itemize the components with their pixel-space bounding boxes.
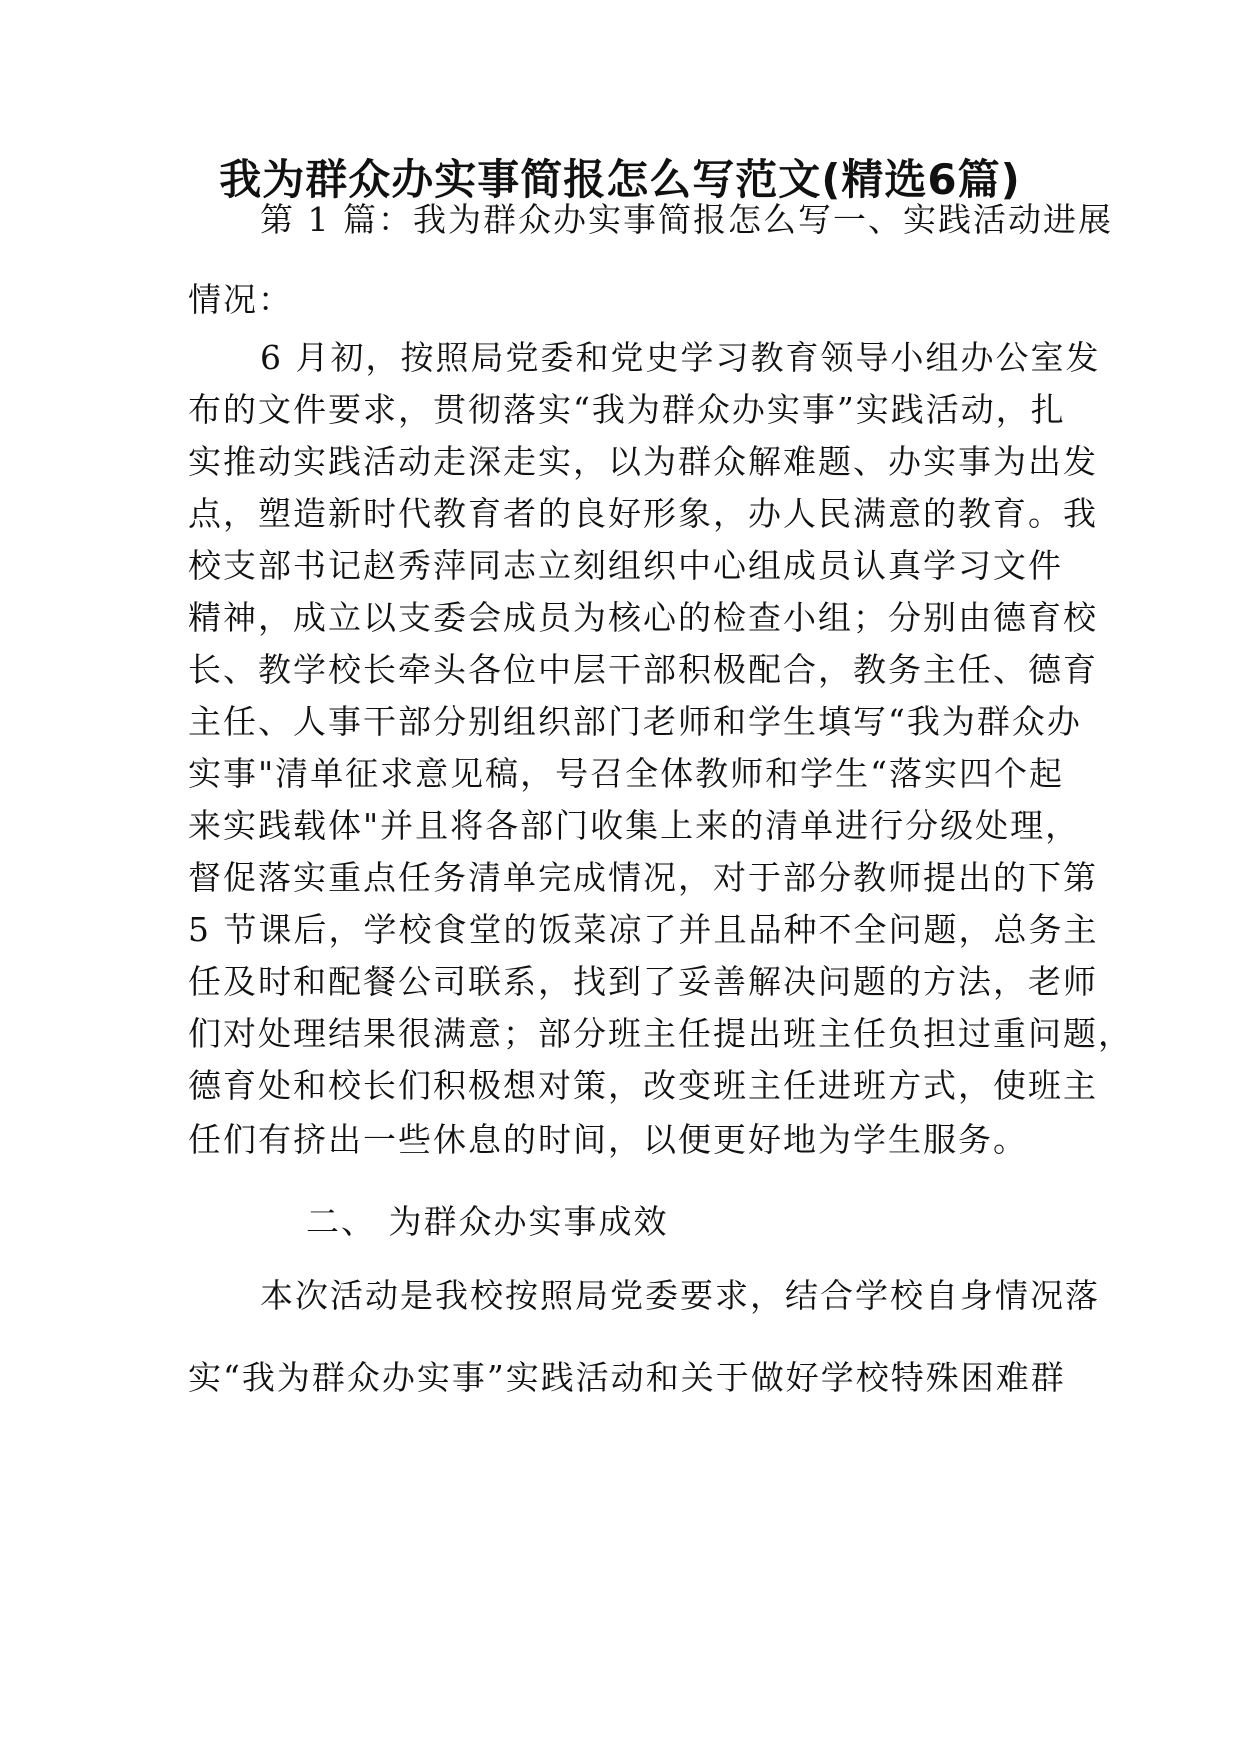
text-line: 实推动实践活动走深走实，以为群众解难题、办实事为出发 xyxy=(188,442,1098,481)
text-line: 来实践载体"并且将各部门收集上来的清单进行分级处理， xyxy=(188,806,1081,845)
text-line: 实事"清单征求意见稿，号召全体教师和学生“落实四个起 xyxy=(188,754,1065,793)
text-line: 督促落实重点任务清单完成情况，对于部分教师提出的下第 xyxy=(188,858,1098,897)
text-line: 任们有挤出一些休息的时间，以便更好地为学生服务。 xyxy=(188,1120,1028,1159)
text-line: 6 月初，按照局党委和党史学习教育领导小组办公室发 xyxy=(260,338,1101,377)
text-line: 们对处理结果很满意；部分班主任提出班主任负担过重问题， xyxy=(188,1014,1133,1053)
text-line: 主任、人事干部分别组织部门老师和学生填写“我为群众办 xyxy=(188,702,1082,741)
section-heading: 二、 为群众办实事成效 xyxy=(306,1202,669,1241)
text-line: 第 1 篇：我为群众办实事简报怎么写一、实践活动进展 xyxy=(260,200,1113,239)
document-title: 我为群众办实事简报怎么写范文(精选6篇) xyxy=(219,155,1021,204)
text-line: 情况： xyxy=(188,280,293,319)
text-line: 精神，成立以支委会成员为核心的检查小组；分别由德育校 xyxy=(188,598,1098,637)
text-line: 长、教学校长牵头各位中层干部积极配合，教务主任、德育 xyxy=(188,650,1098,689)
text-line: 德育处和校长们积极想对策，改变班主任进班方式，使班主 xyxy=(188,1066,1098,1105)
text-line: 实“我为群众办实事”实践活动和关于做好学校特殊困难群 xyxy=(188,1358,1066,1397)
text-line: 本次活动是我校按照局党委要求，结合学校自身情况落 xyxy=(260,1276,1100,1315)
text-line: 校支部书记赵秀萍同志立刻组织中心组成员认真学习文件 xyxy=(188,546,1063,585)
text-line: 5 节课后，学校食堂的饭菜凉了并且品种不全问题，总务主 xyxy=(188,910,1099,949)
text-line: 布的文件要求，贯彻落实“我为群众办实事”实践活动，扎 xyxy=(188,390,1066,429)
text-line: 点，塑造新时代教育者的良好形象，办人民满意的教育。我 xyxy=(188,494,1098,533)
text-line: 任及时和配餐公司联系，找到了妥善解决问题的方法，老师 xyxy=(188,962,1098,1001)
